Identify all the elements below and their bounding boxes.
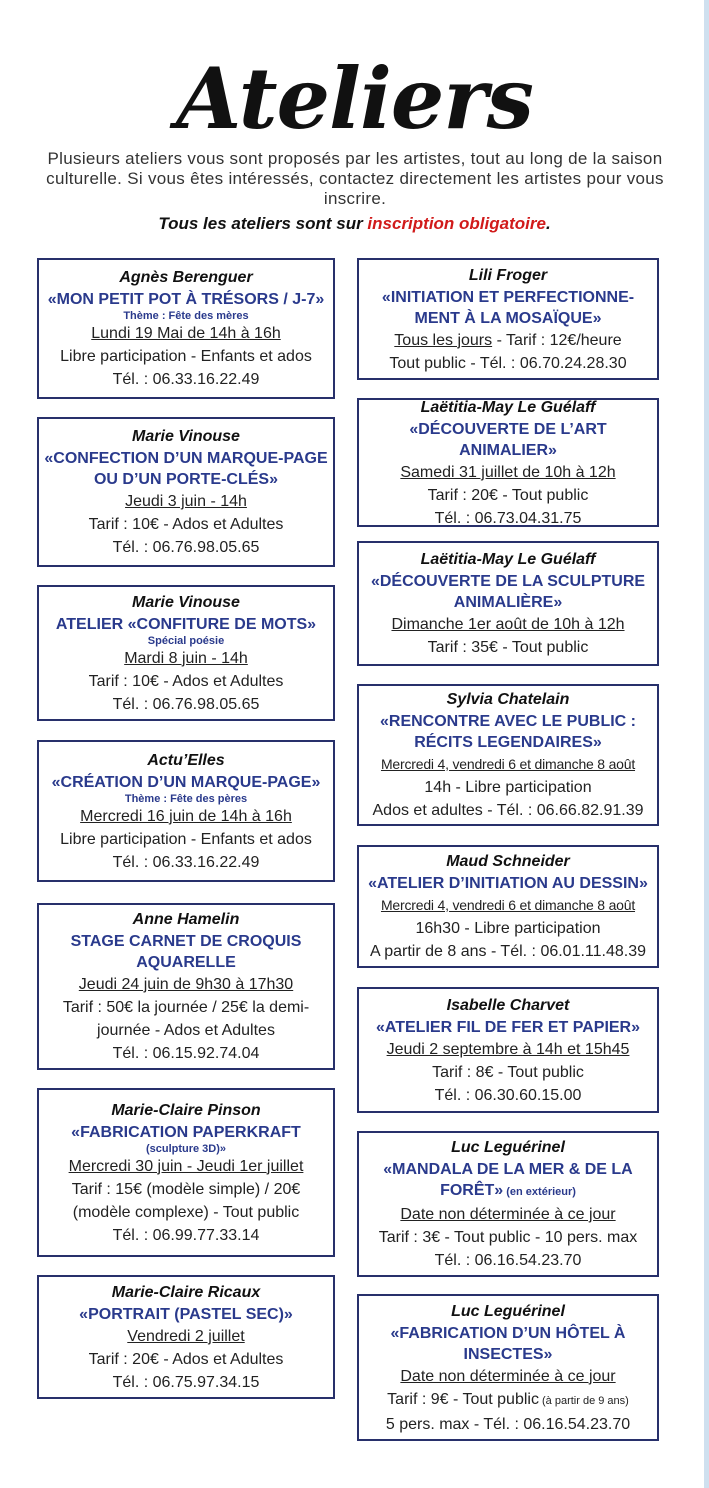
workshop-title: «ATELIER FIL DE FER ET PAPIER» (375, 1018, 641, 1036)
workshop-price: Tarif : 9€ - Tout public (387, 1390, 539, 1408)
notice-suffix: . (545, 214, 551, 233)
workshop-title: «ATELIER D’INITIATION AU DESSIN» (368, 875, 648, 892)
workshop-title-text: «MANDALA DE LA MER & DE LA FORÊT» (383, 1161, 633, 1199)
workshop-date: Mercredi 16 juin de 14h à 16h (80, 807, 292, 825)
workshop-date: Tous les jours (394, 331, 493, 349)
artist-name: Marie-Claire Ricaux (111, 1283, 261, 1301)
artist-name: Anne Hamelin (132, 911, 240, 928)
workshop-info: Libre participation - Enfants et ados (60, 348, 312, 365)
workshop-phone: Tél. : 06.76.98.05.65 (112, 539, 260, 556)
artist-name: Actu’Elles (147, 751, 225, 769)
workshop-card (37, 1275, 335, 1399)
workshop-date-line (364, 329, 652, 352)
workshop-phone: Tél. : 06.16.54.23.70 (434, 1252, 582, 1269)
workshop-phone: A partir de 8 ans - Tél. : 06.01.11.48.39 (369, 943, 647, 960)
artist-name: Luc Leguérinel (451, 1139, 565, 1156)
workshop-info (364, 1388, 652, 1413)
workshop-title: ATELIER «CONFITURE DE MOTS» (55, 615, 317, 633)
workshop-info: Tarif : 15€ (modèle simple) / 20€ (modèle complexe) - Tout public (71, 1180, 301, 1221)
workshop-date: Dimanche 1er août de 10h à 12h (391, 616, 625, 633)
workshop-card (37, 585, 335, 721)
workshop-card (357, 398, 659, 527)
workshop-title-note: (en extérieur) (503, 1186, 576, 1198)
workshop-card (37, 740, 335, 882)
workshop-phone: Tél. : 06.75.97.34.15 (112, 1373, 260, 1391)
workshop-title: «CONFECTION D’UN MARQUE-PAGE OU D’UN PORTE-CLÉS» (44, 450, 328, 488)
workshop-theme: Thème : Fête des mères (123, 310, 249, 322)
workshop-title: «PORTRAIT (PASTEL SEC)» (79, 1305, 293, 1323)
workshop-info: Tarif : 20€ - Tout public (427, 486, 589, 504)
workshop-date: Date non déterminée à ce jour (400, 1367, 616, 1385)
workshop-age-note: (à partir de 9 ans) (538, 1394, 629, 1407)
workshop-title: «RENCONTRE AVEC LE PUBLIC : RÉCITS LEGENDAIRES» (379, 713, 636, 751)
workshop-date: Mardi 8 juin - 14h (124, 649, 248, 667)
workshop-card (37, 258, 335, 399)
workshop-info: Tarif : 8€ - Tout public (432, 1063, 584, 1081)
workshop-theme: Thème : Fête des pères (124, 792, 248, 805)
workshop-phone: Ados et adultes - Tél. : 06.66.82.91.39 (372, 802, 644, 819)
workshop-date: Jeudi 3 juin - 14h (125, 493, 247, 510)
workshop-info: 14h - Libre participation (424, 779, 592, 796)
artist-name: Marie-Claire Pinson (111, 1101, 261, 1119)
workshop-date: Jeudi 2 septembre à 14h et 15h45 (386, 1040, 630, 1058)
artist-name: Marie Vinouse (132, 428, 240, 445)
notice-prefix: Tous les ateliers sont sur (158, 214, 368, 233)
workshop-info: Tarif : 3€ - Tout public - 10 pers. max (378, 1229, 638, 1246)
workshop-card (357, 987, 659, 1113)
workshop-price: Tarif : 35€ - Tout public (427, 639, 589, 656)
workshop-date: Samedi 31 juillet de 10h à 12h (400, 463, 616, 481)
workshop-title: «INITIATION ET PERFECTIONNE-MENT À LA MOSAÏQUE» (381, 288, 635, 327)
workshop-phone: Tél. : 06.33.16.22.49 (112, 371, 260, 388)
registration-notice (0, 214, 709, 234)
workshop-phone: Tél. : 06.30.60.15.00 (434, 1086, 582, 1104)
workshop-title: «CRÉATION D’UN MARQUE-PAGE» (51, 773, 321, 791)
workshop-card (357, 541, 659, 666)
artist-name: Isabelle Charvet (446, 996, 570, 1014)
workshop-title: «FABRICATION PAPERKRAFT (71, 1123, 301, 1141)
workshop-date: Jeudi 24 juin de 9h30 à 17h30 (78, 976, 294, 993)
workshop-card (357, 684, 659, 826)
workshop-phone: 5 pers. max - Tél. : 06.16.54.23.70 (385, 1415, 631, 1433)
workshop-date: Lundi 19 Mai de 14h à 16h (91, 325, 281, 342)
workshop-date: Vendredi 2 juillet (127, 1327, 245, 1345)
workshop-info: Tarif : 10€ - Ados et Adultes (88, 672, 284, 690)
page-title: Ateliers (176, 49, 533, 148)
workshop-phone: Tél. : 06.73.04.31.75 (434, 509, 582, 527)
workshop-info: Libre participation - Enfants et ados (60, 830, 312, 848)
workshop-title (364, 1159, 652, 1203)
workshop-theme: Spécial poésie (147, 634, 225, 647)
workshop-card (357, 1294, 659, 1441)
workshop-date: Mercredi 4, vendredi 6 et dimanche 8 août (380, 756, 636, 772)
notice-highlight: inscription obligatoire (367, 214, 546, 233)
workshop-title: «MON PETIT POT À TRÉSORS / J-7» (47, 291, 325, 308)
workshop-info: Tarif : 20€ - Ados et Adultes (88, 1350, 284, 1368)
artist-name: Sylvia Chatelain (446, 691, 570, 708)
workshop-card (37, 1088, 335, 1257)
workshop-card (357, 258, 659, 380)
artist-name: Marie Vinouse (132, 593, 240, 611)
intro-text: Plusieurs ateliers vous sont proposés par les artistes, tout au long de la saison culturelle. Si vous êtes intéressés, contactez directement les artistes pour vous inscrire. (46, 149, 664, 208)
workshop-info: Tarif : 50€ la journée / 25€ la demi-journée - Ados et Adultes (62, 999, 310, 1039)
workshop-info: 16h30 - Libre participation (415, 920, 601, 937)
workshop-phone: Tout public - Tél. : 06.70.24.28.30 (389, 354, 627, 372)
workshop-info: Tarif : 10€ - Ados et Adultes (88, 516, 284, 533)
workshop-date: Mercredi 30 juin - Jeudi 1er juillet (68, 1157, 304, 1175)
workshop-phone: Tél. : 06.33.16.22.49 (112, 853, 260, 871)
workshop-card (357, 845, 659, 968)
artist-name: Luc Leguérinel (451, 1302, 565, 1320)
artist-name: Laëtitia-May Le Guélaff (420, 398, 596, 416)
workshop-phone: Tél. : 06.99.77.33.14 (112, 1226, 260, 1244)
workshop-phone: Tél. : 06.76.98.05.65 (112, 695, 260, 713)
workshop-title: STAGE CARNET DE CROQUIS AQUARELLE (70, 933, 302, 971)
workshop-title: «DÉCOUVERTE DE L’ART ANIMALIER» (409, 420, 607, 459)
workshop-date: Mercredi 4, vendredi 6 et dimanche 8 août (380, 897, 636, 913)
artist-name: Lili Froger (468, 266, 548, 284)
workshop-title: «DÉCOUVERTE DE LA SCULPTURE ANIMALIÈRE» (370, 573, 646, 611)
workshop-card (37, 417, 335, 567)
workshop-date: Date non déterminée à ce jour (400, 1206, 616, 1223)
workshop-title: «FABRICATION D’UN HÔTEL À INSECTES» (390, 1324, 626, 1363)
workshop-card (37, 903, 335, 1070)
artist-name: Maud Schneider (446, 853, 570, 870)
artist-name: Agnès Berenguer (119, 269, 253, 286)
artist-name: Laëtitia-May Le Guélaff (420, 551, 596, 568)
workshop-phone: Tél. : 06.15.92.74.04 (112, 1045, 260, 1062)
workshop-subtitle: (sculpture 3D)» (145, 1142, 227, 1155)
workshop-price: - Tarif : 12€/heure (492, 331, 622, 349)
workshop-card (357, 1131, 659, 1277)
